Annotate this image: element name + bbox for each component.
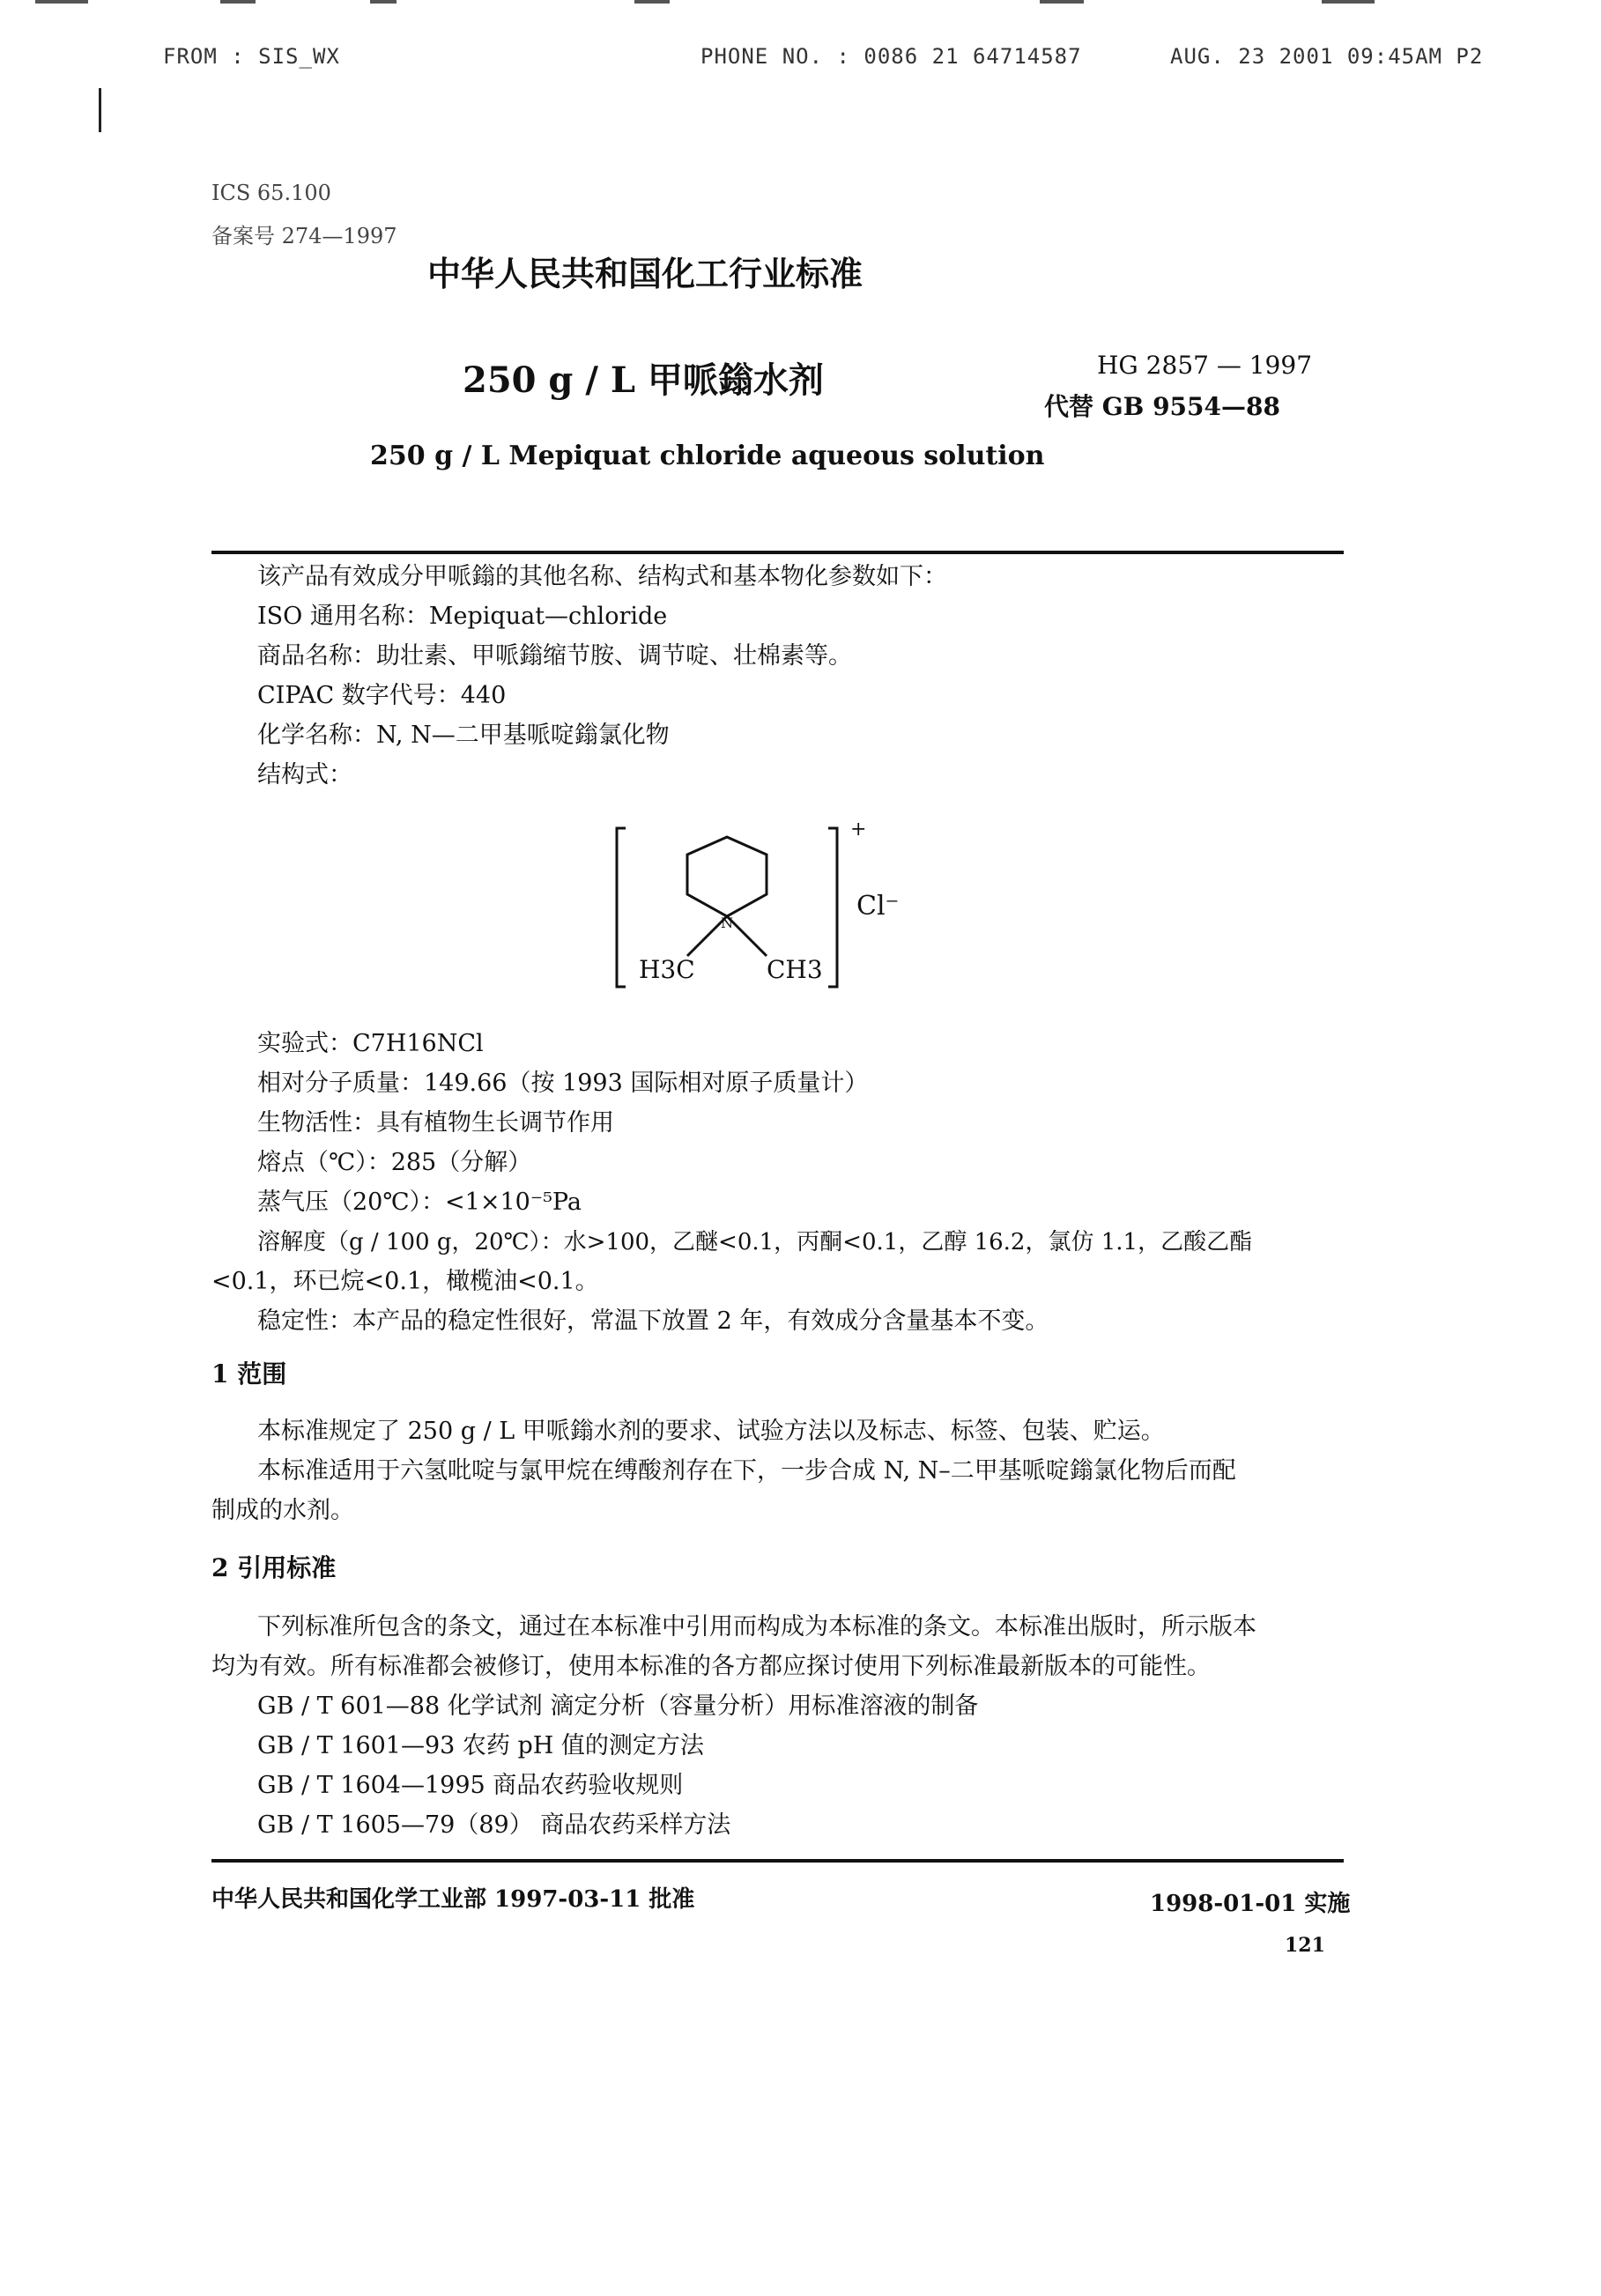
scan-artifact [99, 88, 101, 132]
trade-names: 商品名称：助壮素、甲哌鎓缩节胺、调节啶、壮棉素等。 [257, 642, 852, 670]
effective-date: 1998-01-01 实施 [1150, 1891, 1351, 1917]
iso-name: ISO 通用名称：Mepiquat—chloride [257, 603, 668, 630]
footer-rule [211, 1859, 1344, 1863]
replaces-standard: 代替 GB 9554—88 [1044, 392, 1280, 421]
scan-artifact [220, 0, 256, 4]
empirical-formula-label: 实验式： [257, 1030, 352, 1057]
solubility-line-1: 溶解度（g / 100 g，20℃）：水>100，乙醚<0.1，丙酮<0.1，乙醇 16.2，氯仿 1.1，乙酸乙酯 [257, 1229, 1253, 1255]
right-bracket [828, 828, 837, 987]
scan-artifact [1322, 0, 1375, 4]
page-number: 121 [1285, 1934, 1325, 1957]
standard-number: HG 2857 — 1997 [1097, 351, 1313, 380]
scan-artifact [634, 0, 670, 4]
vapor-pressure: 蒸气压（20℃）：<1×10⁻⁵Pa [257, 1189, 582, 1216]
structure-nitrogen: N [721, 915, 733, 931]
document-title-en: 250 g / L Mepiquat chloride aqueous solution [370, 441, 1045, 471]
structure-plus: + [850, 818, 867, 841]
document-title-cn: 250 g / L 甲哌鎓水剂 [463, 359, 824, 401]
empirical-formula [257, 1025, 484, 1063]
scan-artifact [1040, 0, 1084, 4]
record-number: 备案号 274—1997 [211, 224, 397, 248]
section-2-para-1a: 下列标准所包含的条文，通过在本标准中引用而构成为本标准的条文。本标准出版时，所示版本 [257, 1613, 1256, 1641]
biological-activity: 生物活性：具有植物生长调节作用 [257, 1109, 614, 1137]
section-1-para-2b: 制成的水剂。 [211, 1497, 354, 1524]
org-title: 中华人民共和国化工行业标准 [427, 254, 864, 293]
section-1-para-1: 本标准规定了 250 g / L 甲哌鎓水剂的要求、试验方法以及标志、标签、包装、贮运。 [257, 1418, 1165, 1445]
reference-item: GB / T 1605—79（89） 商品农药采样方法 [257, 1811, 731, 1839]
left-bracket [617, 828, 626, 987]
structure-ch3: CH3 [767, 955, 823, 984]
section-1-title: 1 范围 [211, 1359, 287, 1389]
section-1-para-2a: 本标准适用于六氢吡啶与氯甲烷在缚酸剂存在下，一步合成 N, N–二甲基哌啶鎓氯化物后而配 [257, 1457, 1236, 1485]
section-2-title: 2 引用标准 [211, 1553, 337, 1582]
scan-artifact [35, 0, 88, 4]
ics-code: ICS 65.100 [211, 181, 331, 205]
reference-item: GB / T 1604—1995 商品农药验收规则 [257, 1772, 684, 1799]
cipac-code: CIPAC 数字代号：440 [257, 682, 507, 709]
chemical-name: 化学名称：N, N—二甲基哌啶鎓氯化物 [257, 722, 670, 749]
molecular-weight: 相对分子质量：149.66（按 1993 国际相对原子质量计） [257, 1070, 869, 1097]
fax-phone: PHONE NO. : 0086 21 64714587 [700, 44, 1082, 69]
intro-lead: 该产品有效成分甲哌鎓的其他名称、结构式和基本物化参数如下： [257, 563, 947, 590]
fax-from: FROM : SIS_WX [163, 44, 340, 69]
stability: 稳定性：本产品的稳定性很好，常温下放置 2 年，有效成分含量基本不变。 [257, 1307, 1049, 1335]
reference-item: GB / T 601—88 化学试剂 滴定分析（容量分析）用标准溶液的制备 [257, 1692, 979, 1720]
piperidine-ring [687, 837, 767, 916]
structure-h3c: H3C [639, 955, 695, 984]
header-rule [211, 551, 1344, 554]
solubility-line-2: <0.1，环已烷<0.1，橄榄油<0.1。 [211, 1268, 599, 1295]
section-2-para-1b: 均为有效。所有标准都会被修订，使用本标准的各方都应探讨使用下列标准最新版本的可能性。 [211, 1653, 1211, 1680]
scan-artifact [370, 0, 397, 4]
approval-line: 中华人民共和国化学工业部 1997-03-11 批准 [211, 1886, 695, 1913]
structure-label: 结构式： [257, 761, 352, 789]
empirical-formula-value: C7H16NCl [352, 1030, 484, 1057]
reference-item: GB / T 1601—93 农药 pH 值的测定方法 [257, 1732, 704, 1759]
fax-date: AUG. 23 2001 09:45AM P2 [1170, 44, 1484, 69]
melting-point: 熔点（℃）：285（分解） [257, 1149, 532, 1176]
structural-formula [599, 811, 934, 1004]
structure-chloride: Cl⁻ [856, 891, 900, 922]
